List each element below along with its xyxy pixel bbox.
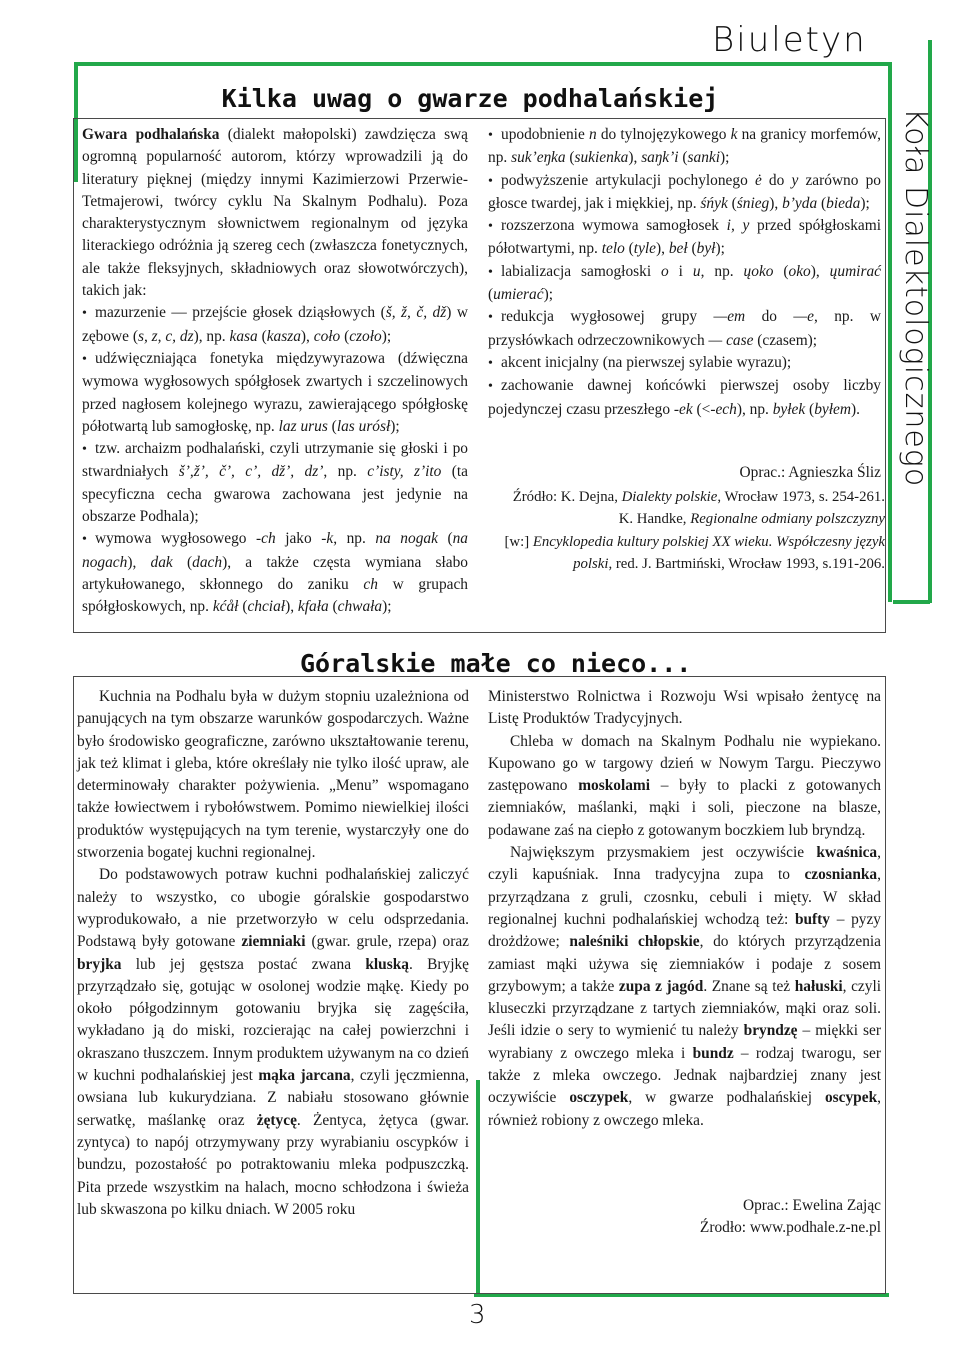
brand-title: Biuletyn — [712, 20, 867, 60]
article1-sources: Źródło: K. Dejna, Dialekty polskie, Wrocław 1973, s. 254-261. K. Handke, Regionalne odmiany polszczyzny [w:] Encyklopedia kultury polskiej XX wieku. Współczesny język polski, red. J. Bartmiński, Wrocław 1993, s.191-206. — [504, 489, 885, 572]
article2-source: Źrodło: www.podhale.z-ne.pl — [699, 1219, 881, 1236]
article2-author: Oprac.: Ewelina Zając — [742, 1197, 881, 1214]
article1-author: Oprac.: Agnieszka Śliz — [739, 464, 881, 481]
article1-left-column: Gwara podhalańska (dialekt małopolski) zawdzięcza swą ogromną popularność autorom, którzy wprowadzili ją do literatury pięknej (między innymi Kazimierzowi Przerwie-Tetmajerowi, twórcy cyklu Na Skalnym Podhalu). Poza charakterystycznym słownictwem regionalnym od języka literackiego odróżnia ją szereg cech (zwłaszcza fonetycznych, ale także fleksyjnych, składniowych oraz słowotwórczych), takich jak: • mazurzenie — przejście głosek dziąsłowych (š, ž, č, dž) w zębowe (s, z, c, dz), np. kasa (kasza), coło (czoło); • udźwięczniająca fonetyka międzywyrazowa (dźwięczna wymowa wygłosowych spółgłosek zwartych i szczelinowych przed nagłosem kolejnego wyrazu, zawierającego spółgłoskę półotwartą lub samogłoskę, np. laz urus (las urósł); • tzw. archaizm podhalański, czyli utrzymanie się głoski i po stwardniałych š’,ž’, č’, c’, dž’, dz’, np. c’isty, z’ito (ta specyficzna cecha gwarowa zachowana jest jedynie na obszarze Podhala); • wymowa wygłosowego -ch jako -k, np. na nogak (na nogach), dak (dach), a także częsta wymiana słabo artykułowanego, skłonnego do zaniku ch w grupach spółgłoskowych, np. kćåł (chciał), kfała (chwała); — [82, 124, 468, 619]
page-number: 3 — [469, 1300, 486, 1330]
side-title: Koła Dialektologicznego — [898, 108, 933, 488]
green-line-top — [74, 62, 892, 66]
article2-left-column: Kuchnia na Podhalu była w dużym stopniu uzależniona od panujących na tym obszarze warunków gospodarczych. Ważne było środowisko geograficzne, zarówno ukształtowanie terenu, jak też klimat i gleba, które określały nie tylko ilość upraw, ale determinowały charakter pożywienia. „Menu” wspomagano także łowiectwem i rybołówstwem. Pomimo niewielkiej ilości produktów występujących na tym terenie, wystarczyły one do stworzenia bogatej kuchni regionalnej. Do podstawowych potraw kuchni podhalańskiej zaliczyć należy to wszystko, co ubogie góralskie gospodarstwo wyprodukowało, a nie przetworzyło w celu odsprzedania. Podstawą były gotowane ziemniaki (gwar. grule, rzepa) oraz bryjka lub jej gęstsza postać zwana kluską. Bryjkę przyrządzało się, gotując w osolonej wodzie mąkę. Kiedy po około półgodzinnym gotowaniu bryjka się zagęściła, wykładano ją do miski, rozcierając na całej powierzchni i okraszano tłuszczem. Innym produktem używanym na co dzień w kuchni podhalańskiej jest mąka jarcana, czyli jęczmienna, owsiana lub kukurydziana. Z nabiału stosowano głównie serwatkę, maślankę oraz żętycę. Żentyca, żętyca (gwar. zyntyca) to napój otrzymywany przy wyrabianiu oscypków i bundzu, pozostałość po potraktowaniu mleka podpuszczką. Pita przede wszystkim na halach, mocno schłodzona i świeża lub skwaszona po kilku dniach. W 2005 roku — [77, 688, 470, 1218]
green-line-right — [888, 62, 892, 602]
article1-right-column: • upodobnienie n do tylnojęzykowego k na granicy morfemów, np. suk’eŋka (sukienka), saŋk’i (sanki); • podwyższenie artykulacji pochylonego ė do y zarówno po głosce twardej, jak i miękkiej, np. śńyk (śnieg), b’yda (bieda); • rozszerzona wymowa samogłosek i, y przed spółgłoskami półotwartymi, np. telo (tyle), beł (był); • labializacja samogłoski o i u, np. ųoko (oko), ųumirać (umierać); • redukcja wygłosowej grupy —em do —e, np. w przysłówkach odrzeczownikowych — case (czasem); • akcent inicjalny (na pierwszej sylabie wyrazu); • zachowanie dawnej końcówki pierwszej osoby liczby pojedynczej czasu przeszłego -ek (<-ech), np. byłek (byłem). — [488, 124, 881, 421]
article2-title: Góralskie małe co nieco... — [300, 649, 692, 678]
article1-title: Kilka uwag o gwarze podhalańskiej — [221, 84, 719, 113]
green-line-right-bottom — [893, 600, 930, 604]
article2-right-column: Ministerstwo Rolnictwa i Rozwoju Wsi wpisało żentycę na Listę Produktów Tradycyjnych. Chleba w domach na Skalnym Podhalu nie wypiekano. Kupowano go w targowy dzień w Nowym Targu. Pieczywo zastępowano moskolami – były to placki z gotowanych ziemniaków, maślanki, mąki i soli, pieczone na blasze, podawane zaś na ciepło z gotowanym boczkiem lub bryndzą. Największym przysmakiem jest oczywiście kwaśnica, czyli kapuśniak. Inna tradycyjna zupa to czosnianka, przyrządzana z gruli, czosnku, cebuli i mięty. W skład regionalnej kuchni podhalańskiej wchodzą też: bufty – pyzy drożdżowe; naleśniki chłopskie, do których przyrządzenia zamiast mąki używa się ziemniaków i podaje z sosem grzybowym; a także zupa z jagód. Znane są też hałuski, czyli kluseczki przyrządzane z tartych ziemniaków, mąki oraz soli. Jeśli idzie o sery to wymienić tu należy bryndzę – miękki ser wyrabiany z owczego mleka i bundz – rodzaj twarogu, ser także z mleka owczego. Jednak najbardziej znany jest oczywiście osczypek, w gwarze podhalańskiej oscypek, również robiony z owczego mleka. — [488, 688, 882, 1129]
